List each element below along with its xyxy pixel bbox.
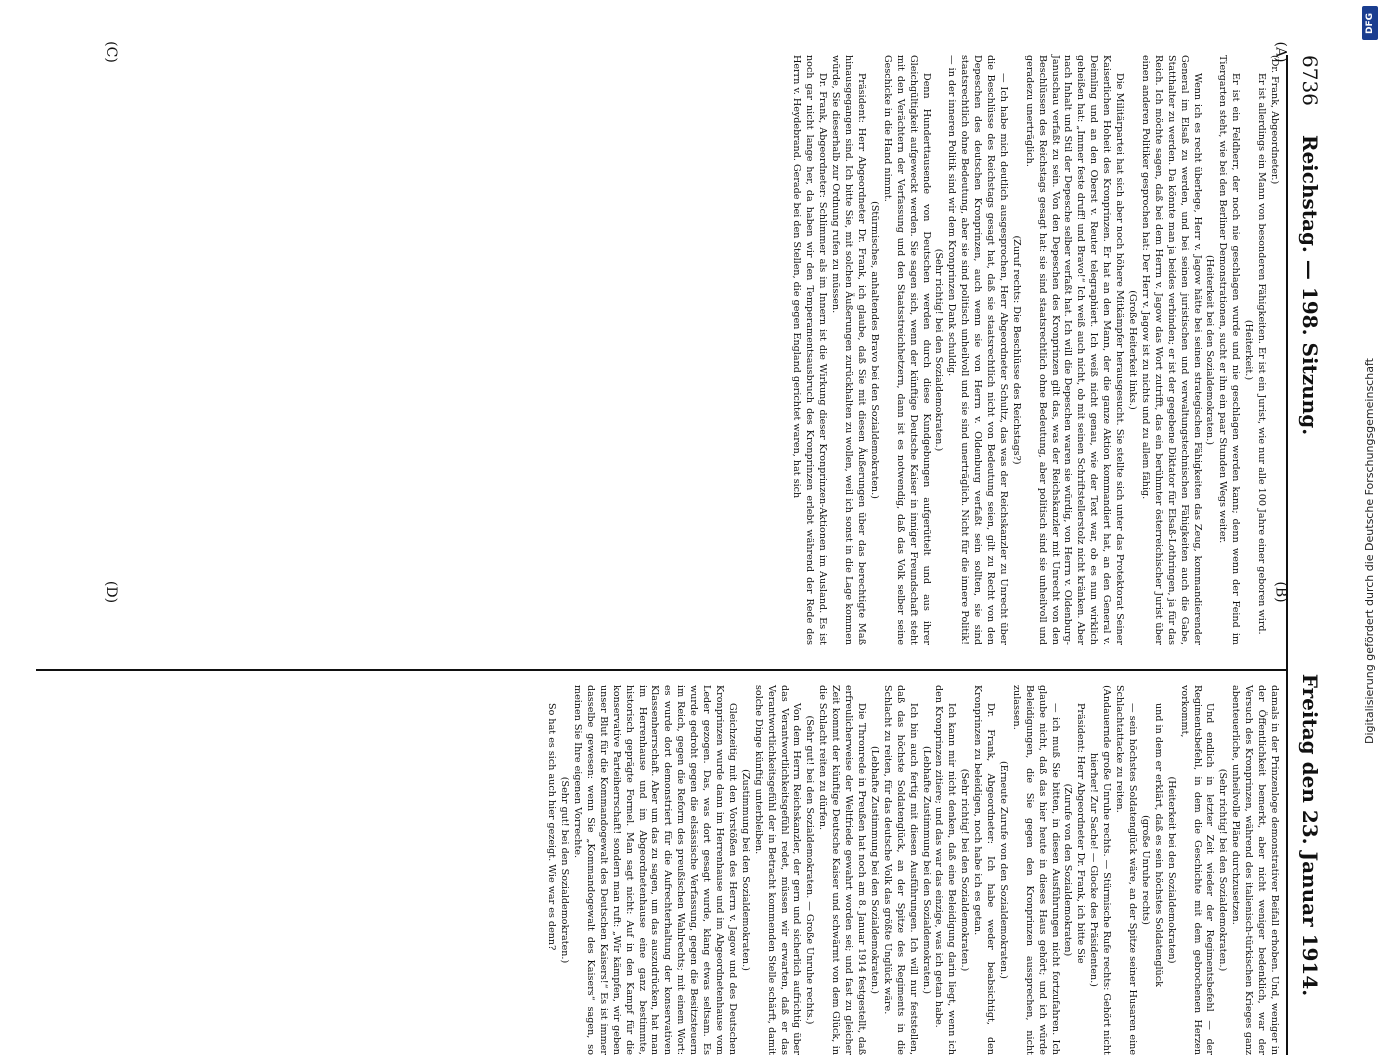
paragraph: Die Thronrede in Preußen hat noch am 8. Januar 1914 festgestellt, daß erfreulicherweise der Weltfriede gewahrt worden sei; und fast zu gleicher Zeit kommt der künftige Deutsche Kaiser und schwärmt von dem Glück, in die Schlacht reiten zu dürfen.	[817, 685, 867, 1055]
paragraph: (Lebhafte Zustimmung bei den Sozialdemokraten.)	[868, 746, 880, 994]
paragraph: Wenn ich es recht überlege, Herr v. Jagow hätte bei seinen strategischen Fähigkeiten das Zeug, kommandierender General im Elsaß zu werden, und bei seinen juristischen und verwaltungstechnischen Fähigkeiten auch die Gabe, Statthalter zu werden. Da könnte man ja beides verbinden; er ist der gegebene Diktator für Elsaß-Lothringen, ja für das Reich. Ich möchte sagen, daß bei dem Herrn v. Jagow das Wort zutrifft, das ein berühmter österreichischer Jurist über einen anderen Politiker gesprochen hat: Der Herr v. Jagow ist zu nichts und zu allem fähig.	[1139, 55, 1203, 645]
paragraph: Präsident: Herr Abgeordneter Dr. Frank, ich bitte Sie	[1075, 703, 1087, 964]
paragraph: (große Unruhe rechts)	[1139, 815, 1151, 925]
paragraph: (Zurufe von den Sozialdemokraten)	[1062, 783, 1074, 957]
paragraph: (Sehr richtig! bei den Sozialdemokraten.)	[959, 768, 971, 972]
running-header	[1290, 55, 1330, 1055]
paragraph: — sein höchstes Soldatenglück wäre, an der Spitze seiner Husaren eine Schlachtattacke zu reiten.	[1114, 685, 1139, 1055]
paragraph: Präsident: Herr Abgeordneter Dr. Frank, ich glaube, daß Sie mit diesen Äußerungen über das berechtigte Maß hinausgegangen sind. Ich bitte Sie, mit solchen Äußerungen zurückhalten zu wollen, weil ich sonst in die Lage kommen würde, Sie dieserhalb zur Ordnung rufen zu müssen.	[830, 55, 867, 645]
margin-marker-b: (B)	[1272, 581, 1289, 603]
paragraph: (Heiterkeit bei den Sozialdemokraten.)	[1204, 255, 1216, 445]
paragraph: — ich muß Sie bitten, in diesen Ausführungen nicht fortzufahren. Ich glaube nicht, daß das hier heute in dieses Haus gehört; und ich würde Beleidigungen, die Sie gegen den Kronprinzen aussprechen, nicht zulassen.	[1010, 685, 1061, 1055]
paragraph: damals in der Prinzenloge demonstrativer Beifall erhoben. Und, weniger in der Öffentlichkeit bemerkt, aber nicht weniger bedenklich, war der Versuch des Kronprinzen, während des italienisch-türkischen Krieges ganz abenteuerliche, unheilvolle Pläne durchzusetzen.	[1230, 685, 1280, 1055]
column-divider	[36, 669, 1286, 671]
paragraph: (Andauernde große Unruhe rechts. — Stürmische Rufe rechts: Gehört nicht hierher! Zur Sache! — Glocke des Präsidenten.)	[1088, 685, 1113, 1055]
paragraph: (Große Heiterkeit links.)	[1127, 290, 1139, 410]
paragraph: Die Militärpartei hat sich aber noch höhere Mitkämpfer herausgesucht. Sie stellte sich unter das Protektorat Seiner Kaiserlichen Hoheit des Kronprinzen. Er hat an den Mann, der die ganze Aktion kommandiert hat, an den General v. Deimling und an den Oberst v. Reuter telegraphiert. Ich weiß nicht genau, wie der Text war, ob es nun wirklich geheißen hat: „Immer feste druff! und Bravo!“ Ich weiß auch nicht, ob mit seinen Schriftstellerstolz nicht kränken. Aber nach Inhalt und Stil der Depesche selber verfaßt hat. Ich will die Depeschen waren sie würdig, von Herrn v. Oldenburg-Januschau verfaßt zu sein. Von den Depeschen des Kronprinzen gilt das, was der Reichskanzler mit Unrecht von den Beschlüssen des Reichstags gesagt hat: sie sind staatsrechtlich ohne Bedeutung, aber politisch sind sie unheilvoll und geradezu unerträglich.	[1023, 55, 1126, 645]
paragraph: Er ist allerdings ein Mann von besonderen Fähigkeiten. Er ist ein Jurist, wie nur alle 100 Jahre einer geboren wird.	[1256, 73, 1268, 635]
paragraph: Dr. Frank, Abgeordneter: Schlimmer als im Innern ist die Wirkung dieser Kronprinzen-Aktionen im Ausland. Es ist noch gar nicht lange her, da haben wir den Temperamentsausbruch des Kronprinzen erlebt während der Rede des Herrn v. Heydebrand. Gerade bei den Stellen, die gegen England gerichtet waren, hat sich	[791, 55, 829, 645]
paragraph: und in dem er erklärt, daß es sein höchstes Soldatenglück	[1152, 703, 1164, 987]
digitization-credit: Digitalisierung gefördert durch die Deutsche Forschungsgemeinschaft	[1363, 358, 1376, 744]
paragraph: Ich bin auch fertig mit diesen Ausführungen. Ich will nur feststellen, daß das höchste Soldatenglück, an der Spitze des Regiments in die Schlacht zu reiten, für das deutsche Volk das größte Unglück wäre.	[881, 685, 919, 1055]
paragraph: (Lebhafte Zustimmung bei den Sozialdemokraten.)	[920, 746, 932, 994]
paragraph: Dr. Frank, Abgeordneter: Ich habe weder beabsichtigt, den Kronprinzen zu beleidigen, noch habe ich es getan.	[972, 685, 997, 1055]
header-rule	[1286, 55, 1288, 1055]
margin-marker-d: (D)	[103, 580, 120, 604]
paragraph: (Dr. Frank, Abgeordneter.)	[1269, 55, 1280, 185]
paragraph: Denn Hunderttausende von Deutschen werden durch diese Kundgebungen aufgerüttelt und aus ihrer Gleichgültigkeit aufgeweckt werden. Sie sagen sich, wenn der künftige Deutsche Kaiser in inniger Freundschaft steht mit den Verächtern der Verfassung und den Staatsstreichhetzern, dann ist es notwendig, daß das Volk selber seine Geschicke in die Hand nimmt.	[881, 55, 932, 645]
paragraph: — Ich habe mich deutlich ausgesprochen, Herr Abgeordneter Schultz, das was der Reichskanzler zu Unrecht über die Beschlüsse des Reichstags gesagt hat, daß sie staatsrechtlich nicht von Bedeutung seien, gilt zu Recht von den Depeschen des deutschen Kronprinzen, auch wenn sie von Herrn v. Oldenburg verfaßt sein sollten, sie sind staatsrechtlich ohne Bedeutung, aber sie sind politisch unheilvoll und sie sind unerträglich. Nicht für die innere Politik! — in der inneren Politik sind wir dem Kronprinzen Dank schuldig.	[946, 55, 1009, 645]
paragraph: (Heiterkeit.)	[1243, 319, 1255, 381]
header-right-title: Freitag den 23. Januar 1914.	[1298, 673, 1322, 997]
paragraph: (Sehr richtig! bei den Sozialdemokraten.)	[933, 248, 945, 452]
paragraph: (Heiterkeit bei den Sozialdemokraten)	[1165, 776, 1177, 964]
rotated-document	[30, 55, 1330, 1055]
paragraph: (Sehr gut! bei den Sozialdemokraten. — Große Unruhe rechts.)	[804, 715, 816, 1025]
paragraph: Gleichzeitig mit den Vorstößen des Herrn v. Jagow und des Deutschen Kronprinzen wurde dann im Herrenhause und im Abgeordnetenhause vom Leder gezogen. Das, was dort gesagt wurde, klang etwas seltsam. Es wurde gedroht gegen die elsässische Verfassung, gegen die Besitzsteuern im Reich, gegen die Reform des preußischen Wahlrechts; mit einem Wort: es wurde dort demonstriert für die Aufrechterhaltung der konservativen Klassenherrschaft. Aber um das zu sagen, um das auszudrücken, hat man im Herrenhause und im Abgeordnetenhause eine ganz bestimmte, historisch geprägte Formel. Man sagt nicht: Auf in den Kampf für die konservative Parteiherrschaft! sondern man ruft: „Wir kämpfen, wir geben unser Blut für die Kommandogewalt des Deutschen Kaisers!“ Es ist immer dasselbe gewesen: wenn Sie „Kommandogewalt des Kaisers“ sagen, so meinen Sie Ihre eigenen Vorrechte.	[572, 685, 738, 1055]
paragraph: (Sehr gut! bei den Sozialdemokraten.)	[559, 776, 571, 964]
paragraph: So hat es sich auch hier gezeigt. Wie war es denn?	[546, 703, 558, 951]
margin-marker-c: (C)	[102, 41, 119, 63]
header-left-title: Reichstag. — 198. Sitzung.	[1298, 134, 1322, 436]
paragraph: Er ist ein Feldherr, der noch nie geschlagen wurde und nie geschlagen werden kann; denn wenn der Feind im Tiergarten steht, wie bei den Berliner Demonstrationen, sucht er ihn ein paar Stunden Wegs weiter.	[1217, 55, 1242, 645]
margin-marker-a: (A)	[1272, 41, 1289, 63]
paragraph: Von dem Herrn Reichskanzler, der gern und sicherlich aufrichtig über das Verantwortlichkeitsgefühl redet, müssen wir erwarten, daß er das Verantwortlichkeitsgefühl der in Betracht kommenden Stelle schärft, damit solche Dinge künftig unterbleiben.	[752, 685, 803, 1055]
paragraph: (Zuruf rechts: Die Beschlüsse des Reichstags?)	[1010, 235, 1022, 465]
paragraph: Ich kann mir nicht denken, daß eine Beleidigung darin liegt, wenn ich den Kronprinzen zitiere; und das war das einzige, was ich getan habe.	[933, 685, 958, 1055]
page-number: 6736	[1298, 55, 1322, 106]
paragraph: (Zustimmung bei den Sozialdemokraten.)	[739, 769, 751, 971]
paragraph: (Erneute Zurufe von den Sozialdemokraten.)	[997, 761, 1009, 979]
dfg-logo: DFG	[1362, 6, 1378, 40]
paragraph: Und endlich in letzter Zeit wieder der Regimentsbefehl — der Regimentsbefehl, in dem die Geschichte mit dem gebrochenen Herzen vorkommt,	[1178, 685, 1216, 1055]
left-column	[790, 55, 1280, 645]
paragraph: (Sehr richtig! bei den Sozialdemokraten.)	[1217, 768, 1229, 972]
paragraph: (Stürmisches, anhaltendes Bravo bei den Sozialdemokraten.)	[868, 201, 880, 499]
